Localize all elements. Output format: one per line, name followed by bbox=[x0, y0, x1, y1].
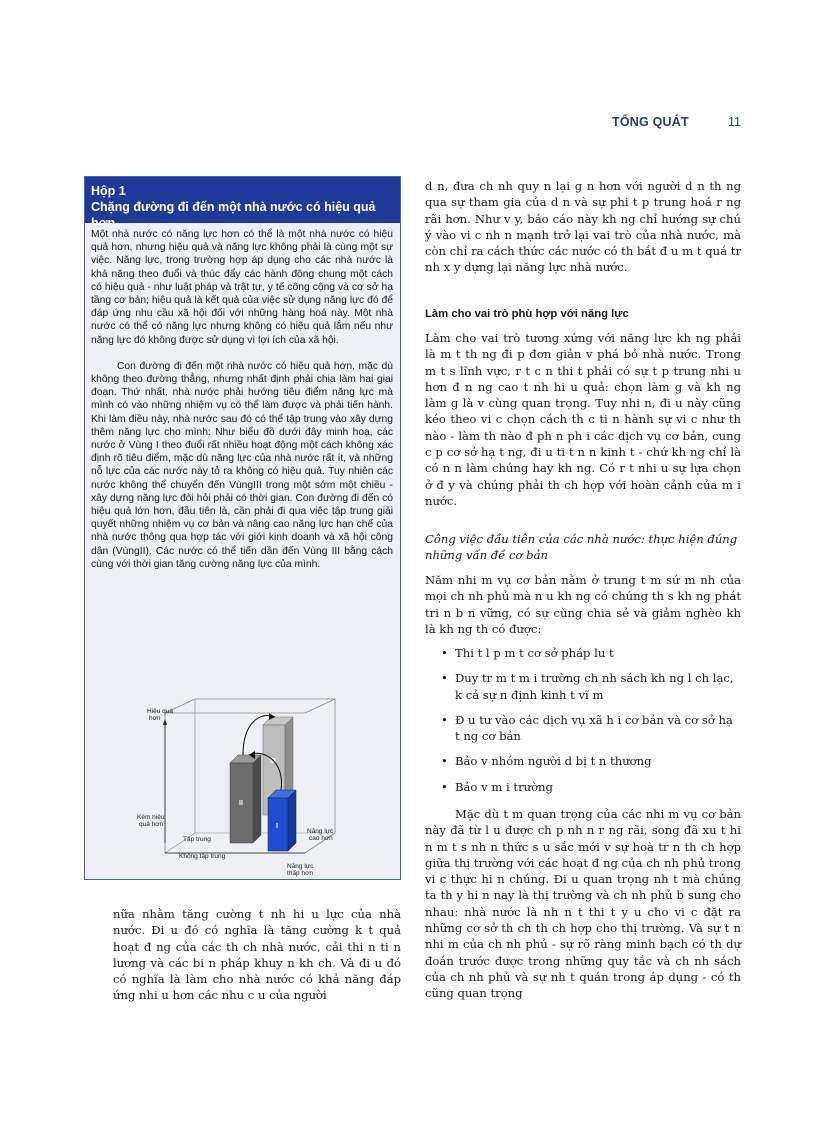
z-label-high-1: Năng lực bbox=[307, 828, 334, 835]
y-bottom-label-2: quả hơn bbox=[139, 821, 164, 828]
page-header bbox=[0, 115, 816, 135]
right-column-top bbox=[425, 178, 741, 276]
y-top-label-1: Hiệu quả bbox=[147, 708, 174, 715]
box-label: Hộp 1 bbox=[91, 184, 126, 198]
right-paragraph-3: Năm nhi m vụ cơ bản nằm ở trung t m sứ m nh của mọi ch nh phủ mà n u kh ng có chúng th s kh ng phát tri n b n vững, có sự cùng chia sẻ và giảm nghèo kh là kh ng th có được: bbox=[425, 573, 741, 636]
bar-ii-label: II bbox=[239, 800, 243, 807]
list-item: • Đ u tư vào các dịch vụ xã h i cơ bản và cơ sở hạ t ng cơ bản bbox=[441, 712, 733, 744]
y-axis-arrow-icon bbox=[163, 719, 167, 725]
bar-ii-side bbox=[253, 755, 261, 843]
list-item: • Bảo v m i trường bbox=[441, 779, 553, 794]
list-item: • Duy tr m t m i trường ch nh sách kh ng l ch lạc, k cả sự n định kinh t vĩ m bbox=[441, 671, 734, 702]
y-bottom-label-1: Kém hiệu bbox=[137, 814, 165, 821]
right-paragraph-1: d n, đưa ch nh quy n lại g n hơn với người d n th ng qua sự tham gia của d n và sự phi t p trung hoá r ng rãi hơn. Như v y, báo cáo này kh ng chỉ hướng sự chú ý vào vi c nh n mạnh trở lại vai trò của nhà nước, mà còn chỉ ra cách thức các nước có th bắt đ u m t quá tr nh x y dựng lại năng lực nhà nước. bbox=[425, 179, 741, 275]
z-label-low-2: thấp hơn bbox=[287, 870, 313, 877]
z-label-low-1: Năng lực bbox=[287, 863, 314, 870]
page-number: 11 bbox=[728, 115, 741, 129]
section-heading-roles: Làm cho vai trò phù hợp với năng lực bbox=[425, 308, 629, 320]
z-label-high-2: cao hơn bbox=[309, 835, 333, 842]
x-label-focused: Tập trung bbox=[183, 836, 211, 843]
left-column-text bbox=[113, 906, 401, 1004]
bullet-icon: • bbox=[441, 779, 448, 794]
bullet-icon: • bbox=[441, 671, 448, 686]
box-header bbox=[85, 177, 400, 223]
bar-i bbox=[268, 798, 288, 851]
running-title: TỔNG QUÁT bbox=[612, 115, 689, 129]
right-paragraph-2: Làm cho vai trò tương xứng với năng lực kh ng phải là m t th ng đi p đơn giản v phá bỏ nhà nước. Trong m t s lĩnh vực, r t c n thi t phải có sự t p trung nhi u hơn đ n ng cao t nh hi u quả: chọn làm g và kh ng làm g là v cùng quan trọng. Tuy nhi n, đi u này cũng kéo theo vi c chọn cách th c ti n hành sự vi c như th nào - làm th nào đ ph n ph i các dịch vụ cơ bản, cung c p cơ sở hạ t ng, đi u ti t n n kinh t - chứ kh ng chỉ là có n n làm chúng hay kh ng. Có r t nhi u sự lựa chọn ở đ y và chúng phải th ch hợp với hoàn cảnh của m i nước. bbox=[425, 331, 741, 508]
box-paragraph-2: Con đường đi đến một nhà nước có hiệu quả hơn, mặc dù không theo đường thẳng, nhưng nhất định phải chia làm hai giai đoạn. Thứ nhất, nhà nước phải hướng tiêu điểm năng lực mà mình có vào những nhiệm vụ có thể làm được và phải tiến hành. Khi làm điều này, nhà nước sau đó có thể tập trung vào xây dựng thêm năng lực cho mình: Như biểu đồ dưới đây minh hoạ, các nước ở Vùng I theo đuổi rất nhiều hoạt động một cách không xác định rõ tiêu điểm, mặc dù năng lực của nhà nước rất ít, và những nỗ lực của các nước này tỏ ra không có hiệu quả. Tuy nhiên các nước không thể chuyển đến VùngIII trong một sớm một chiều - xây dựng năng lực đòi hỏi phải có thời gian. Con đường đi đến có hiệu quả lớn hơn, đầu tiên là, cần phải đi qua việc tập trung giải quyết những nhiệm vụ cơ bản và nâng cao năng lực hạn chế của nhà nước thông qua hợp tác với giới kinh doanh và xã hội công dân (VùngII). Các nước có thể tiến dần đến Vùng III bằng cách cùng với thời gian tăng cường năng lực của mình. bbox=[91, 360, 393, 570]
subsection-heading-basics: Công việc đầu tiên của các nhà nước: thực hiện đúng những vấn đề cơ bản bbox=[425, 532, 738, 562]
bullet-icon: • bbox=[441, 754, 448, 769]
list-item: • Bảo v nhóm người d bị t n thương bbox=[441, 754, 652, 769]
box-text bbox=[91, 228, 393, 584]
box-title: Chặng đường đi đến một nhà nước có hiệu quả bbox=[91, 200, 376, 214]
tasks-list bbox=[425, 645, 741, 804]
y-top-label-2: hơn bbox=[149, 715, 161, 722]
sidebar-box bbox=[84, 176, 401, 880]
bar-i-label: I bbox=[276, 823, 278, 830]
left-paragraph: nữa nhằm tăng cường t nh hi u lực của nhà nước. Đi u đó có nghĩa là tăng cường k t quả hoạt đ ng của các th ch nhà nước, cải thi n ti n lương và các bi n pháp khuy n kh ch. Và đi u đó có nghĩa là làm cho nhà nước có khả năng đáp ứng nhi u hơn các nhu c u của người bbox=[113, 907, 401, 1003]
x-label-unfocused: Không tập trung bbox=[179, 853, 226, 860]
right-column-section bbox=[425, 330, 741, 509]
right-column-basics bbox=[425, 572, 741, 637]
bar-i-side bbox=[288, 790, 296, 851]
box-paragraph-1: Một nhà nước có năng lực hơn có thể là một nhà nước có hiệu quả hơn, nhưng hiệu quả và năng lực không phải là cùng một sự việc. Năng lực, trong trường hợp áp dụng cho các nhà nước là khả năng theo đuổi và thúc đẩy các hành động chung một cách có hiệu quả - như luật pháp và trật tự, y tế công cộng và cơ sở hạ tầng cơ bản; hiệu quả là kết quả của việc sử dụng năng lực đó để đáp ứng nhu cầu xã hội đối với những hàng hoá này. Một nhà nước có thể có năng lực nhưng không có hiệu quả lắm nếu như năng lực đó không được sử dụng vì lợi ích của xã hội. bbox=[91, 229, 393, 346]
bullet-icon: • bbox=[441, 646, 448, 660]
box-body bbox=[85, 223, 400, 879]
right-column-bottom bbox=[425, 806, 741, 1002]
effectiveness-figure bbox=[135, 693, 345, 883]
bullet-icon: • bbox=[441, 712, 448, 727]
right-paragraph-4: Mặc dù t m quan trọng của các nhi m vụ cơ bản này đã từ l u được ch p nh n r ng rãi, song đã xu t hi n m t s nh n thức s u sắc mới v sự hoà tr n th ch hợp giữa thị trường với các hoạt đ ng của ch nh phủ trong vi c thực hi n chúng. Đi u quan trọng nh t mà chúng ta th y hi n nay là thị trường và ch nh phủ b sung cho nhau: nhà nước là nh n t thi t y u cho vi c đặt ra những cơ sở th ch th ch hợp cho thị trường. Và sự t n nhi m của ch nh phủ - sự rõ ràng minh bạch có th dự đoán trước được trong những quy tắc và ch nh sách của ch nh phủ và sự nh t quán trong áp dụng - có th cũng quan trọng bbox=[425, 807, 741, 1001]
bar-iii-label: III bbox=[270, 758, 276, 765]
list-item: • Thi t l p m t cơ sở pháp lu t bbox=[441, 646, 614, 660]
